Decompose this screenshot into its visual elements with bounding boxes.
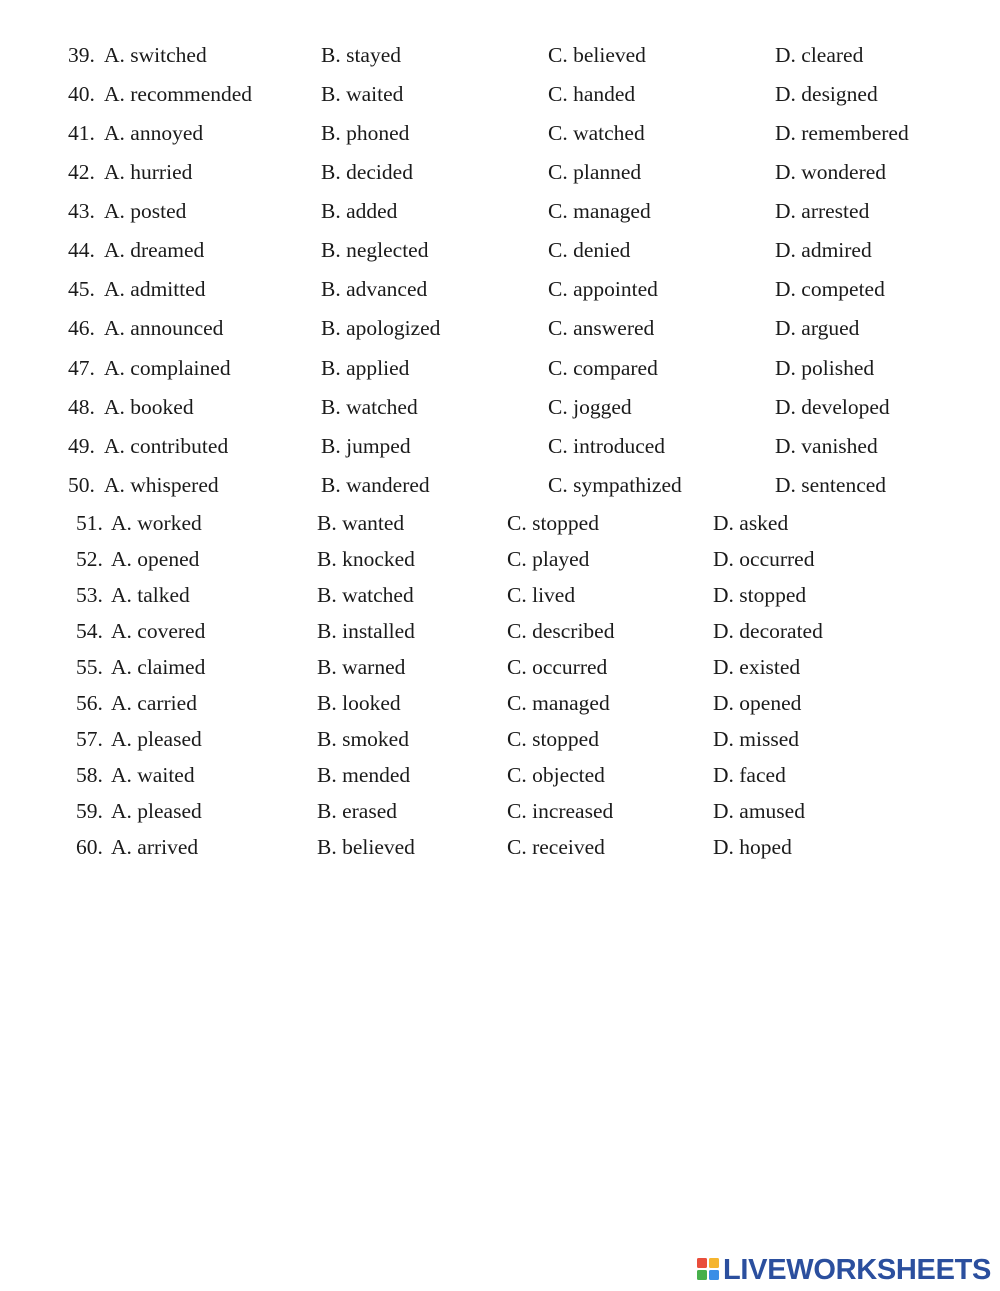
question-number: 48. bbox=[68, 395, 95, 419]
option-c[interactable]: C. appointed bbox=[548, 277, 658, 301]
question-row-39 bbox=[0, 41, 1000, 77]
question-row-52 bbox=[0, 545, 1000, 581]
question-row-43 bbox=[0, 197, 1000, 233]
question-number: 52. bbox=[76, 547, 103, 571]
option-c[interactable]: C. occurred bbox=[507, 655, 608, 679]
question-number: 54. bbox=[76, 619, 103, 643]
brand-name: LIVEWORKSHEETS bbox=[723, 1254, 992, 1286]
option-a[interactable]: A. claimed bbox=[111, 655, 206, 679]
option-b[interactable]: B. watched bbox=[317, 583, 414, 607]
option-c[interactable]: C. planned bbox=[548, 160, 642, 184]
question-row-59 bbox=[0, 797, 1000, 833]
option-c[interactable]: C. believed bbox=[548, 43, 646, 67]
option-d[interactable]: D. missed bbox=[713, 727, 799, 751]
option-d[interactable]: D. occurred bbox=[713, 547, 815, 571]
question-number: 60. bbox=[76, 835, 103, 859]
option-a[interactable]: A. annoyed bbox=[104, 121, 204, 145]
option-c[interactable]: C. handed bbox=[548, 82, 636, 106]
option-d[interactable]: D. hoped bbox=[713, 835, 792, 859]
option-d[interactable]: D. designed bbox=[775, 82, 878, 106]
question-number: 46. bbox=[68, 316, 95, 340]
option-c[interactable]: C. answered bbox=[548, 316, 655, 340]
question-row-41 bbox=[0, 119, 1000, 155]
option-a[interactable]: A. switched bbox=[104, 43, 207, 67]
option-a[interactable]: A. complained bbox=[104, 356, 231, 380]
question-row-47 bbox=[0, 354, 1000, 390]
option-a[interactable]: A. pleased bbox=[111, 799, 202, 823]
option-a[interactable]: A. carried bbox=[111, 691, 197, 715]
question-number: 50. bbox=[68, 473, 95, 497]
question-row-55 bbox=[0, 653, 1000, 689]
question-row-49 bbox=[0, 432, 1000, 468]
option-d[interactable]: D. cleared bbox=[775, 43, 864, 67]
question-row-54 bbox=[0, 617, 1000, 653]
option-d[interactable]: D. sentenced bbox=[775, 473, 887, 497]
option-d[interactable]: D. admired bbox=[775, 238, 872, 262]
question-row-60 bbox=[0, 833, 1000, 869]
option-a[interactable]: A. arrived bbox=[111, 835, 199, 859]
option-d[interactable]: D. competed bbox=[775, 277, 885, 301]
option-a[interactable]: A. contributed bbox=[104, 434, 229, 458]
option-a[interactable]: A. recommended bbox=[104, 82, 253, 106]
liveworksheets-brand bbox=[697, 1253, 997, 1287]
option-d[interactable]: D. arrested bbox=[775, 199, 870, 223]
option-a[interactable]: A. pleased bbox=[111, 727, 202, 751]
option-d[interactable]: D. wondered bbox=[775, 160, 887, 184]
option-b[interactable]: B. wandered bbox=[321, 473, 430, 497]
option-d[interactable]: D. faced bbox=[713, 763, 786, 787]
option-a[interactable]: A. waited bbox=[111, 763, 195, 787]
question-row-40 bbox=[0, 80, 1000, 116]
question-number: 43. bbox=[68, 199, 95, 223]
option-b[interactable]: B. applied bbox=[321, 356, 410, 380]
option-a[interactable]: A. admitted bbox=[104, 277, 206, 301]
question-number: 40. bbox=[68, 82, 95, 106]
option-b[interactable]: B. watched bbox=[321, 395, 418, 419]
option-c[interactable]: C. lived bbox=[507, 583, 576, 607]
option-d[interactable]: D. decorated bbox=[713, 619, 823, 643]
option-d[interactable]: D. asked bbox=[713, 511, 789, 535]
option-c[interactable]: C. compared bbox=[548, 356, 658, 380]
option-b[interactable]: B. apologized bbox=[321, 316, 441, 340]
option-b[interactable]: B. believed bbox=[317, 835, 415, 859]
option-b[interactable]: B. warned bbox=[317, 655, 406, 679]
question-row-42 bbox=[0, 158, 1000, 194]
option-b[interactable]: B. smoked bbox=[317, 727, 409, 751]
option-b[interactable]: B. erased bbox=[317, 799, 397, 823]
option-c[interactable]: C. stopped bbox=[507, 727, 599, 751]
option-c[interactable]: C. jogged bbox=[548, 395, 632, 419]
question-number: 44. bbox=[68, 238, 95, 262]
option-b[interactable]: B. installed bbox=[317, 619, 415, 643]
option-d[interactable]: D. stopped bbox=[713, 583, 807, 607]
option-c[interactable]: C. managed bbox=[507, 691, 610, 715]
option-b[interactable]: B. stayed bbox=[321, 43, 402, 67]
option-d[interactable]: D. argued bbox=[775, 316, 860, 340]
option-a[interactable]: A. opened bbox=[111, 547, 200, 571]
question-row-51 bbox=[0, 509, 1000, 545]
option-d[interactable]: D. developed bbox=[775, 395, 890, 419]
option-c[interactable]: C. sympathized bbox=[548, 473, 682, 497]
question-number: 53. bbox=[76, 583, 103, 607]
question-number: 42. bbox=[68, 160, 95, 184]
option-a[interactable]: A. hurried bbox=[104, 160, 193, 184]
option-b[interactable]: B. jumped bbox=[321, 434, 411, 458]
question-number: 58. bbox=[76, 763, 103, 787]
option-b[interactable]: B. neglected bbox=[321, 238, 429, 262]
question-number: 57. bbox=[76, 727, 103, 751]
option-a[interactable]: A. worked bbox=[111, 511, 202, 535]
question-number: 59. bbox=[76, 799, 103, 823]
question-number: 56. bbox=[76, 691, 103, 715]
option-c[interactable]: C. played bbox=[507, 547, 590, 571]
option-c[interactable]: C. managed bbox=[548, 199, 651, 223]
option-b[interactable]: B. looked bbox=[317, 691, 401, 715]
option-d[interactable]: D. existed bbox=[713, 655, 801, 679]
option-a[interactable]: A. posted bbox=[104, 199, 187, 223]
option-d[interactable]: D. polished bbox=[775, 356, 875, 380]
question-row-56 bbox=[0, 689, 1000, 725]
option-d[interactable]: D. opened bbox=[713, 691, 802, 715]
question-number: 45. bbox=[68, 277, 95, 301]
option-a[interactable]: A. booked bbox=[104, 395, 194, 419]
question-row-58 bbox=[0, 761, 1000, 797]
option-b[interactable]: B. advanced bbox=[321, 277, 428, 301]
option-c[interactable]: C. introduced bbox=[548, 434, 666, 458]
option-c[interactable]: C. increased bbox=[507, 799, 614, 823]
question-number: 39. bbox=[68, 43, 95, 67]
question-number: 41. bbox=[68, 121, 95, 145]
question-number: 51. bbox=[76, 511, 103, 535]
question-row-45 bbox=[0, 275, 1000, 311]
question-number: 47. bbox=[68, 356, 95, 380]
option-d[interactable]: D. amused bbox=[713, 799, 805, 823]
option-a[interactable]: A. whispered bbox=[104, 473, 219, 497]
option-c[interactable]: C. described bbox=[507, 619, 615, 643]
question-row-53 bbox=[0, 581, 1000, 617]
question-row-57 bbox=[0, 725, 1000, 761]
option-c[interactable]: C. received bbox=[507, 835, 605, 859]
question-number: 55. bbox=[76, 655, 103, 679]
option-b[interactable]: B. mended bbox=[317, 763, 411, 787]
option-c[interactable]: C. denied bbox=[548, 238, 631, 262]
option-d[interactable]: D. remembered bbox=[775, 121, 909, 145]
question-row-44 bbox=[0, 236, 1000, 272]
liveworksheets-logo-icon bbox=[697, 1258, 719, 1280]
option-a[interactable]: A. dreamed bbox=[104, 238, 205, 262]
option-b[interactable]: B. decided bbox=[321, 160, 413, 184]
option-b[interactable]: B. phoned bbox=[321, 121, 410, 145]
option-d[interactable]: D. vanished bbox=[775, 434, 878, 458]
option-a[interactable]: A. announced bbox=[104, 316, 224, 340]
option-c[interactable]: C. watched bbox=[548, 121, 645, 145]
option-b[interactable]: B. knocked bbox=[317, 547, 415, 571]
option-b[interactable]: B. added bbox=[321, 199, 398, 223]
option-b[interactable]: B. wanted bbox=[317, 511, 405, 535]
option-a[interactable]: A. talked bbox=[111, 583, 190, 607]
question-row-50 bbox=[0, 471, 1000, 507]
question-number: 49. bbox=[68, 434, 95, 458]
option-c[interactable]: C. stopped bbox=[507, 511, 599, 535]
question-row-48 bbox=[0, 393, 1000, 429]
option-c[interactable]: C. objected bbox=[507, 763, 605, 787]
question-row-46 bbox=[0, 314, 1000, 350]
option-b[interactable]: B. waited bbox=[321, 82, 404, 106]
option-a[interactable]: A. covered bbox=[111, 619, 206, 643]
